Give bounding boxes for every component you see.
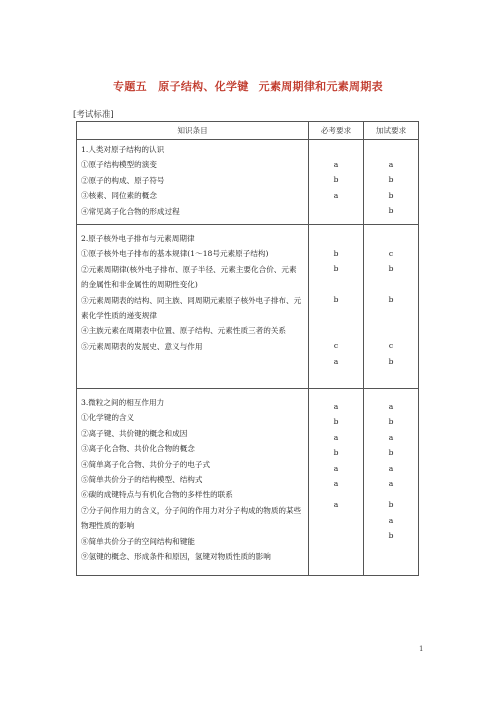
required-level: a xyxy=(333,500,339,510)
advanced-level: a xyxy=(388,402,394,411)
required-level: b xyxy=(333,264,339,274)
knowledge-cell xyxy=(77,389,309,576)
advanced-level: b xyxy=(388,175,394,185)
advanced-level: b xyxy=(388,356,394,366)
knowledge-cell xyxy=(77,140,309,225)
required-cell xyxy=(309,225,364,389)
section-heading: 1.人类对原子结构的认识 xyxy=(81,145,165,154)
advanced-level: c xyxy=(388,249,394,258)
required-level: c xyxy=(333,341,339,351)
advanced-level: b xyxy=(388,295,394,305)
advanced-level: b xyxy=(388,190,394,200)
advanced-cell xyxy=(364,225,419,389)
required-cell xyxy=(309,140,364,225)
knowledge-item: ②元素周期律(核外电子排布、原子半径、元素主要化合价、元素的金属性和非金属性的周期性变化) xyxy=(81,264,297,290)
required-level: b xyxy=(333,448,339,458)
table-header-row xyxy=(77,122,419,140)
knowledge-item: ⑦分子间作用力的含义，分子间的作用力对分子构成的物质的某些物理性质的影响 xyxy=(81,505,302,531)
advanced-level: b xyxy=(388,500,394,510)
advanced-level: a xyxy=(388,515,394,525)
table-row-section-2 xyxy=(77,225,419,389)
title-part-2: 元素周期律和元素周期表 xyxy=(258,80,383,93)
advanced-level: a xyxy=(388,432,394,442)
knowledge-item: ⑤元素周期表的发展史、意义与作用 xyxy=(81,341,203,351)
knowledge-item: ②原子的构成、原子符号 xyxy=(81,175,165,185)
section-label: [考试标准] xyxy=(73,110,114,120)
knowledge-item: ⑨氢键的概念、形成条件和原因，氢键对物质性质的影响 xyxy=(81,552,271,562)
required-level: b xyxy=(333,417,339,427)
required-level: a xyxy=(333,160,339,169)
required-level: a xyxy=(333,356,339,366)
advanced-level: b xyxy=(388,206,394,216)
required-level: a xyxy=(333,478,339,488)
advanced-level: b xyxy=(388,417,394,427)
knowledge-item: ④常见离子化合物的形成过程 xyxy=(81,206,180,216)
title-part-1: 专题五 原子结构、化学键 xyxy=(113,80,249,93)
table-row-section-1 xyxy=(77,140,419,225)
header-knowledge: 知识条目 xyxy=(77,122,309,140)
advanced-level: c xyxy=(388,341,394,351)
advanced-level: a xyxy=(388,463,394,473)
document-title xyxy=(0,78,496,94)
required-level: b xyxy=(333,175,339,185)
required-level: b xyxy=(333,295,339,305)
required-level: a xyxy=(333,432,339,442)
required-level: a xyxy=(333,190,339,200)
knowledge-item: ①原子核外电子排布的基本规律(1～18号元素原子结构) xyxy=(81,249,269,259)
knowledge-item: ③核素、同位素的概念 xyxy=(81,191,157,201)
knowledge-item: ⑥碳的成键特点与有机化合物的多样性的联系 xyxy=(81,490,233,500)
advanced-level: a xyxy=(388,478,394,488)
header-advanced: 加试要求 xyxy=(364,122,419,140)
advanced-cell xyxy=(364,389,419,576)
advanced-cell xyxy=(364,140,419,225)
knowledge-item: ③离子化合物、共价化合物的概念 xyxy=(81,444,195,454)
header-required: 必考要求 xyxy=(309,122,364,140)
required-level: a xyxy=(333,402,339,411)
table-row-section-3 xyxy=(77,389,419,576)
knowledge-item: ①原子结构模型的演变 xyxy=(81,160,157,170)
knowledge-item: ③元素周期表的结构、同主族、同周期元素原子核外电子排布、元素化学性质的递变规律 xyxy=(81,295,302,321)
knowledge-item: ④简单离子化合物、共价分子的电子式 xyxy=(81,459,211,469)
advanced-level: b xyxy=(388,448,394,458)
required-level: a xyxy=(333,463,339,473)
advanced-level: b xyxy=(388,531,394,541)
knowledge-item: ②离子键、共价键的概念和成因 xyxy=(81,428,188,438)
knowledge-item: ⑤简单共价分子的结构模型、结构式 xyxy=(81,475,203,485)
knowledge-item: ⑧简单共价分子的空间结构和键能 xyxy=(81,536,195,546)
advanced-level: b xyxy=(388,264,394,274)
required-level: b xyxy=(333,249,339,258)
knowledge-item: ④主族元素在周期表中位置、原子结构、元素性质三者的关系 xyxy=(81,326,287,336)
section-heading: 2.原子核外电子排布与元素周期律 xyxy=(81,234,195,243)
standards-table xyxy=(76,121,419,576)
required-level xyxy=(309,203,363,218)
advanced-level: a xyxy=(388,160,394,169)
knowledge-item: ①化学键的含义 xyxy=(81,413,135,423)
knowledge-cell xyxy=(77,225,309,389)
section-heading: 3.微粒之间的相互作用力 xyxy=(81,398,165,407)
required-cell xyxy=(309,389,364,576)
page-number: 1 xyxy=(419,645,424,653)
